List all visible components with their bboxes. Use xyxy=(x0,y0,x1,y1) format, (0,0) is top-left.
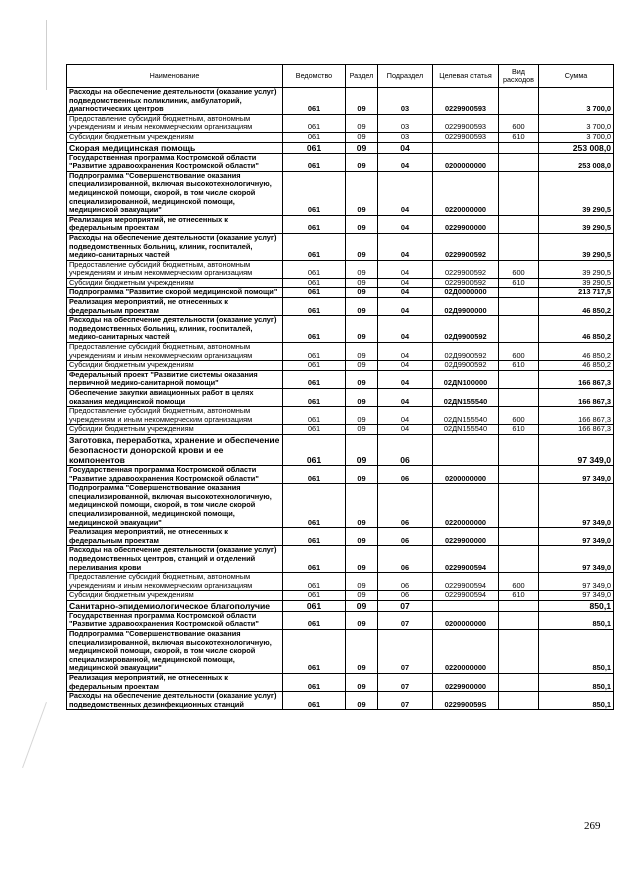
row-section: 09 xyxy=(346,278,378,288)
row-subsection: 04 xyxy=(378,361,433,371)
row-name: Субсидии бюджетным учреждениям xyxy=(67,278,283,288)
table-row xyxy=(67,528,614,546)
table-body xyxy=(67,88,614,710)
table-row xyxy=(67,88,614,115)
row-section: 09 xyxy=(346,233,378,260)
row-name: Подпрограмма "Совершенствование оказания специализированной, включая высокотехнологичную, медицинской помощи, скорой, в том числе скорой специализированной, медицинской помощи, медицинской эвакуации" xyxy=(67,630,283,674)
row-sum: 166 867,3 xyxy=(539,370,614,388)
row-sum: 3 700,0 xyxy=(539,88,614,115)
row-target: 0200000000 xyxy=(433,465,499,483)
row-dept: 061 xyxy=(283,132,346,142)
row-section: 09 xyxy=(346,114,378,132)
row-subsection: 04 xyxy=(378,278,433,288)
table-row xyxy=(67,142,614,153)
row-subsection: 04 xyxy=(378,316,433,343)
row-exp-type xyxy=(499,528,539,546)
row-exp-type xyxy=(499,153,539,171)
row-target: 0220000000 xyxy=(433,484,499,528)
row-subsection: 04 xyxy=(378,153,433,171)
row-section: 09 xyxy=(346,316,378,343)
row-target: 0229900592 xyxy=(433,260,499,278)
row-target: 02Д9900592 xyxy=(433,343,499,361)
page-number: 269 xyxy=(584,820,601,832)
table-row xyxy=(67,215,614,233)
row-target xyxy=(433,600,499,611)
row-sum: 3 700,0 xyxy=(539,132,614,142)
row-name: Подпрограмма "Совершенствование оказания специализированной, включая высокотехнологичную, медицинской помощи, скорой, в том числе скорой специализированной, медицинской помощи, медицинской эвакуации" xyxy=(67,484,283,528)
row-dept: 061 xyxy=(283,142,346,153)
row-dept: 061 xyxy=(283,630,346,674)
row-sum: 253 008,0 xyxy=(539,142,614,153)
row-name: Предоставление субсидий бюджетным, автономным учреждениям и иным некоммерческим организациям xyxy=(67,114,283,132)
row-exp-type: 610 xyxy=(499,361,539,371)
row-name: Реализация мероприятий, не отнесенных к федеральным проектам xyxy=(67,298,283,316)
row-name: Предоставление субсидий бюджетным, автономным учреждениям и иным некоммерческим организациям xyxy=(67,407,283,425)
row-sum: 39 290,5 xyxy=(539,215,614,233)
table-row xyxy=(67,316,614,343)
row-exp-type xyxy=(499,434,539,465)
row-exp-type xyxy=(499,215,539,233)
table-row xyxy=(67,611,614,629)
row-section: 09 xyxy=(346,389,378,407)
row-exp-type xyxy=(499,370,539,388)
row-name: Предоставление субсидий бюджетным, автономным учреждениям и иным некоммерческим организациям xyxy=(67,260,283,278)
row-sum: 39 290,5 xyxy=(539,171,614,215)
row-subsection: 04 xyxy=(378,298,433,316)
row-section: 09 xyxy=(346,88,378,115)
row-section: 09 xyxy=(346,288,378,298)
header-name: Наименование xyxy=(67,65,283,88)
row-section: 09 xyxy=(346,153,378,171)
budget-table xyxy=(66,64,614,710)
row-section: 09 xyxy=(346,407,378,425)
table-row xyxy=(67,389,614,407)
table-row xyxy=(67,630,614,674)
row-dept: 061 xyxy=(283,434,346,465)
row-name: Скорая медицинская помощь xyxy=(67,142,283,153)
scan-mark xyxy=(46,20,47,90)
row-name: Реализация мероприятий, не отнесенных к федеральным проектам xyxy=(67,215,283,233)
row-name: Заготовка, переработка, хранение и обеспечение безопасности донорской крови и ее компонентов xyxy=(67,434,283,465)
row-subsection: 06 xyxy=(378,484,433,528)
row-dept: 061 xyxy=(283,343,346,361)
row-subsection: 04 xyxy=(378,260,433,278)
table-row xyxy=(67,298,614,316)
row-exp-type: 600 xyxy=(499,573,539,591)
row-exp-type xyxy=(499,142,539,153)
row-exp-type xyxy=(499,389,539,407)
table-row xyxy=(67,278,614,288)
row-exp-type xyxy=(499,674,539,692)
row-sum: 39 290,5 xyxy=(539,233,614,260)
table-header-row xyxy=(67,65,614,88)
row-dept: 061 xyxy=(283,591,346,601)
table-row xyxy=(67,171,614,215)
header-dept: Ведомство xyxy=(283,65,346,88)
row-subsection: 04 xyxy=(378,142,433,153)
header-section: Раздел xyxy=(346,65,378,88)
row-section: 09 xyxy=(346,465,378,483)
row-subsection: 03 xyxy=(378,132,433,142)
row-target: 0229900593 xyxy=(433,132,499,142)
row-name: Расходы на обеспечение деятельности (оказание услуг) подведомственных поликлиник, амбулаторий, диагностических центров xyxy=(67,88,283,115)
row-sum: 46 850,2 xyxy=(539,361,614,371)
row-dept: 061 xyxy=(283,611,346,629)
row-dept: 061 xyxy=(283,425,346,435)
row-subsection: 07 xyxy=(378,692,433,710)
row-target xyxy=(433,142,499,153)
row-target: 02Д9900592 xyxy=(433,316,499,343)
row-exp-type: 600 xyxy=(499,407,539,425)
row-sum: 213 717,5 xyxy=(539,288,614,298)
row-exp-type: 610 xyxy=(499,591,539,601)
row-sum: 166 867,3 xyxy=(539,389,614,407)
row-exp-type xyxy=(499,298,539,316)
row-sum: 46 850,2 xyxy=(539,298,614,316)
table-row xyxy=(67,343,614,361)
table-row xyxy=(67,260,614,278)
row-section: 09 xyxy=(346,343,378,361)
row-target: 0229900594 xyxy=(433,573,499,591)
row-section: 09 xyxy=(346,142,378,153)
row-section: 09 xyxy=(346,528,378,546)
row-section: 09 xyxy=(346,171,378,215)
row-name: Подпрограмма "Развитие скорой медицинской помощи" xyxy=(67,288,283,298)
row-name: Субсидии бюджетным учреждениям xyxy=(67,361,283,371)
row-subsection: 07 xyxy=(378,674,433,692)
row-exp-type: 600 xyxy=(499,343,539,361)
row-name: Расходы на обеспечение деятельности (оказание услуг) подведомственных больниц, клиник, госпиталей, медико-санитарных частей xyxy=(67,233,283,260)
row-section: 09 xyxy=(346,425,378,435)
row-exp-type xyxy=(499,316,539,343)
row-exp-type xyxy=(499,288,539,298)
row-sum: 46 850,2 xyxy=(539,316,614,343)
row-section: 09 xyxy=(346,361,378,371)
row-section: 09 xyxy=(346,674,378,692)
header-subsection: Подраздел xyxy=(378,65,433,88)
row-target: 02ДN155540 xyxy=(433,407,499,425)
header-sum: Сумма xyxy=(539,65,614,88)
row-target: 0229900594 xyxy=(433,591,499,601)
row-subsection: 06 xyxy=(378,528,433,546)
row-name: Предоставление субсидий бюджетным, автономным учреждениям и иным некоммерческим организациям xyxy=(67,573,283,591)
header-exp-type: Вид расходов xyxy=(499,65,539,88)
row-sum: 39 290,5 xyxy=(539,278,614,288)
row-target: 0229900594 xyxy=(433,546,499,573)
row-section: 09 xyxy=(346,600,378,611)
row-dept: 061 xyxy=(283,692,346,710)
row-name: Государственная программа Костромской области "Развитие здравоохранения Костромской области" xyxy=(67,465,283,483)
row-target: 0220000000 xyxy=(433,171,499,215)
row-sum: 253 008,0 xyxy=(539,153,614,171)
row-name: Предоставление субсидий бюджетным, автономным учреждениям и иным некоммерческим организациям xyxy=(67,343,283,361)
row-name: Субсидии бюджетным учреждениям xyxy=(67,591,283,601)
row-target: 02Д9900592 xyxy=(433,361,499,371)
row-subsection: 04 xyxy=(378,407,433,425)
row-target: 02Д9900000 xyxy=(433,298,499,316)
row-sum: 97 349,0 xyxy=(539,546,614,573)
row-name: Расходы на обеспечение деятельности (оказание услуг) подведомственных центров, станций и отделений переливания крови xyxy=(67,546,283,573)
row-target: 02ДN155540 xyxy=(433,389,499,407)
table-row xyxy=(67,407,614,425)
row-exp-type: 610 xyxy=(499,278,539,288)
row-exp-type: 600 xyxy=(499,260,539,278)
row-exp-type xyxy=(499,233,539,260)
row-dept: 061 xyxy=(283,674,346,692)
table-row xyxy=(67,434,614,465)
table-row xyxy=(67,692,614,710)
row-subsection: 04 xyxy=(378,425,433,435)
row-dept: 061 xyxy=(283,316,346,343)
row-exp-type xyxy=(499,171,539,215)
table-row xyxy=(67,546,614,573)
row-dept: 061 xyxy=(283,260,346,278)
row-section: 09 xyxy=(346,630,378,674)
row-name: Федеральный проект "Развитие системы оказания первичной медико-санитарной помощи" xyxy=(67,370,283,388)
row-exp-type xyxy=(499,611,539,629)
row-dept: 061 xyxy=(283,573,346,591)
row-subsection: 03 xyxy=(378,114,433,132)
row-name: Реализация мероприятий, не отнесенных к федеральным проектам xyxy=(67,674,283,692)
row-exp-type: 600 xyxy=(499,114,539,132)
table-row xyxy=(67,600,614,611)
row-exp-type: 610 xyxy=(499,132,539,142)
row-dept: 061 xyxy=(283,215,346,233)
row-subsection: 03 xyxy=(378,88,433,115)
row-subsection: 06 xyxy=(378,591,433,601)
row-target: 0200000000 xyxy=(433,153,499,171)
row-subsection: 06 xyxy=(378,573,433,591)
row-section: 09 xyxy=(346,215,378,233)
row-section: 09 xyxy=(346,692,378,710)
row-sum: 46 850,2 xyxy=(539,343,614,361)
row-name: Санитарно-эпидемиологическое благополучие xyxy=(67,600,283,611)
row-section: 09 xyxy=(346,484,378,528)
row-subsection: 07 xyxy=(378,630,433,674)
row-name: Подпрограмма "Совершенствование оказания специализированной, включая высокотехнологичную, медицинской помощи, скорой, в том числе скорой специализированной, медицинской помощи, медицинской эвакуации" xyxy=(67,171,283,215)
table-row xyxy=(67,288,614,298)
row-subsection: 06 xyxy=(378,465,433,483)
row-section: 09 xyxy=(346,611,378,629)
row-target: 02ДN100000 xyxy=(433,370,499,388)
row-dept: 061 xyxy=(283,546,346,573)
row-sum: 97 349,0 xyxy=(539,591,614,601)
row-dept: 061 xyxy=(283,407,346,425)
row-target: 0229900000 xyxy=(433,528,499,546)
table-row xyxy=(67,573,614,591)
row-sum: 166 867,3 xyxy=(539,407,614,425)
header-target: Целевая статья xyxy=(433,65,499,88)
row-name: Расходы на обеспечение деятельности (оказание услуг) подведомственных больниц, клиник, госпиталей, медико-санитарных частей xyxy=(67,316,283,343)
row-sum: 166 867,3 xyxy=(539,425,614,435)
row-exp-type: 610 xyxy=(499,425,539,435)
table-row xyxy=(67,591,614,601)
table-row xyxy=(67,114,614,132)
row-dept: 061 xyxy=(283,233,346,260)
row-name: Субсидии бюджетным учреждениям xyxy=(67,132,283,142)
row-dept: 061 xyxy=(283,361,346,371)
row-target: 02ДN155540 xyxy=(433,425,499,435)
row-dept: 061 xyxy=(283,114,346,132)
row-dept: 061 xyxy=(283,600,346,611)
row-exp-type xyxy=(499,692,539,710)
table-row xyxy=(67,370,614,388)
row-subsection: 04 xyxy=(378,215,433,233)
row-dept: 061 xyxy=(283,278,346,288)
row-sum: 97 349,0 xyxy=(539,465,614,483)
table-row xyxy=(67,233,614,260)
row-section: 09 xyxy=(346,370,378,388)
row-target xyxy=(433,434,499,465)
row-subsection: 04 xyxy=(378,233,433,260)
row-section: 09 xyxy=(346,298,378,316)
row-sum: 850,1 xyxy=(539,611,614,629)
row-subsection: 07 xyxy=(378,611,433,629)
row-dept: 061 xyxy=(283,288,346,298)
table-row xyxy=(67,425,614,435)
row-subsection: 04 xyxy=(378,370,433,388)
row-sum: 850,1 xyxy=(539,600,614,611)
row-name: Государственная программа Костромской области "Развитие здравоохранения Костромской области" xyxy=(67,611,283,629)
row-dept: 061 xyxy=(283,298,346,316)
row-dept: 061 xyxy=(283,389,346,407)
row-section: 09 xyxy=(346,573,378,591)
table-row xyxy=(67,361,614,371)
table-row xyxy=(67,132,614,142)
row-section: 09 xyxy=(346,260,378,278)
row-sum: 3 700,0 xyxy=(539,114,614,132)
row-name: Реализация мероприятий, не отнесенных к федеральным проектам xyxy=(67,528,283,546)
table-row xyxy=(67,484,614,528)
table-row xyxy=(67,153,614,171)
row-target: 0200000000 xyxy=(433,611,499,629)
row-exp-type xyxy=(499,484,539,528)
table-row xyxy=(67,674,614,692)
row-section: 09 xyxy=(346,546,378,573)
row-subsection: 04 xyxy=(378,389,433,407)
row-dept: 061 xyxy=(283,484,346,528)
row-subsection: 06 xyxy=(378,546,433,573)
row-sum: 850,1 xyxy=(539,630,614,674)
row-target: 0229900000 xyxy=(433,674,499,692)
row-target: 0220000000 xyxy=(433,630,499,674)
row-exp-type xyxy=(499,630,539,674)
row-target: 0229900592 xyxy=(433,233,499,260)
row-dept: 061 xyxy=(283,370,346,388)
row-target: 0229900593 xyxy=(433,114,499,132)
row-target: 02Д0000000 xyxy=(433,288,499,298)
row-subsection: 04 xyxy=(378,288,433,298)
row-exp-type xyxy=(499,88,539,115)
row-dept: 061 xyxy=(283,465,346,483)
scan-mark xyxy=(22,702,47,768)
row-subsection: 04 xyxy=(378,343,433,361)
row-name: Государственная программа Костромской области "Развитие здравоохранения Костромской области" xyxy=(67,153,283,171)
row-section: 09 xyxy=(346,591,378,601)
row-subsection: 07 xyxy=(378,600,433,611)
table-row xyxy=(67,465,614,483)
row-dept: 061 xyxy=(283,528,346,546)
row-name: Субсидии бюджетным учреждениям xyxy=(67,425,283,435)
row-section: 09 xyxy=(346,132,378,142)
row-exp-type xyxy=(499,465,539,483)
row-subsection: 04 xyxy=(378,171,433,215)
row-name: Расходы на обеспечение деятельности (оказание услуг) подведомственных дезинфекционных станций xyxy=(67,692,283,710)
row-dept: 061 xyxy=(283,153,346,171)
row-name: Обеспечение закупки авиационных работ в целях оказания медицинской помощи xyxy=(67,389,283,407)
row-exp-type xyxy=(499,600,539,611)
row-dept: 061 xyxy=(283,88,346,115)
row-sum: 39 290,5 xyxy=(539,260,614,278)
row-target: 0229900593 xyxy=(433,88,499,115)
row-sum: 97 349,0 xyxy=(539,434,614,465)
row-sum: 97 349,0 xyxy=(539,484,614,528)
row-subsection: 06 xyxy=(378,434,433,465)
row-sum: 97 349,0 xyxy=(539,528,614,546)
row-exp-type xyxy=(499,546,539,573)
row-target: 0229900592 xyxy=(433,278,499,288)
row-section: 09 xyxy=(346,434,378,465)
row-target: 0229900000 xyxy=(433,215,499,233)
row-sum: 850,1 xyxy=(539,692,614,710)
row-target: 022990059S xyxy=(433,692,499,710)
row-sum: 850,1 xyxy=(539,674,614,692)
row-dept: 061 xyxy=(283,171,346,215)
row-sum: 97 349,0 xyxy=(539,573,614,591)
